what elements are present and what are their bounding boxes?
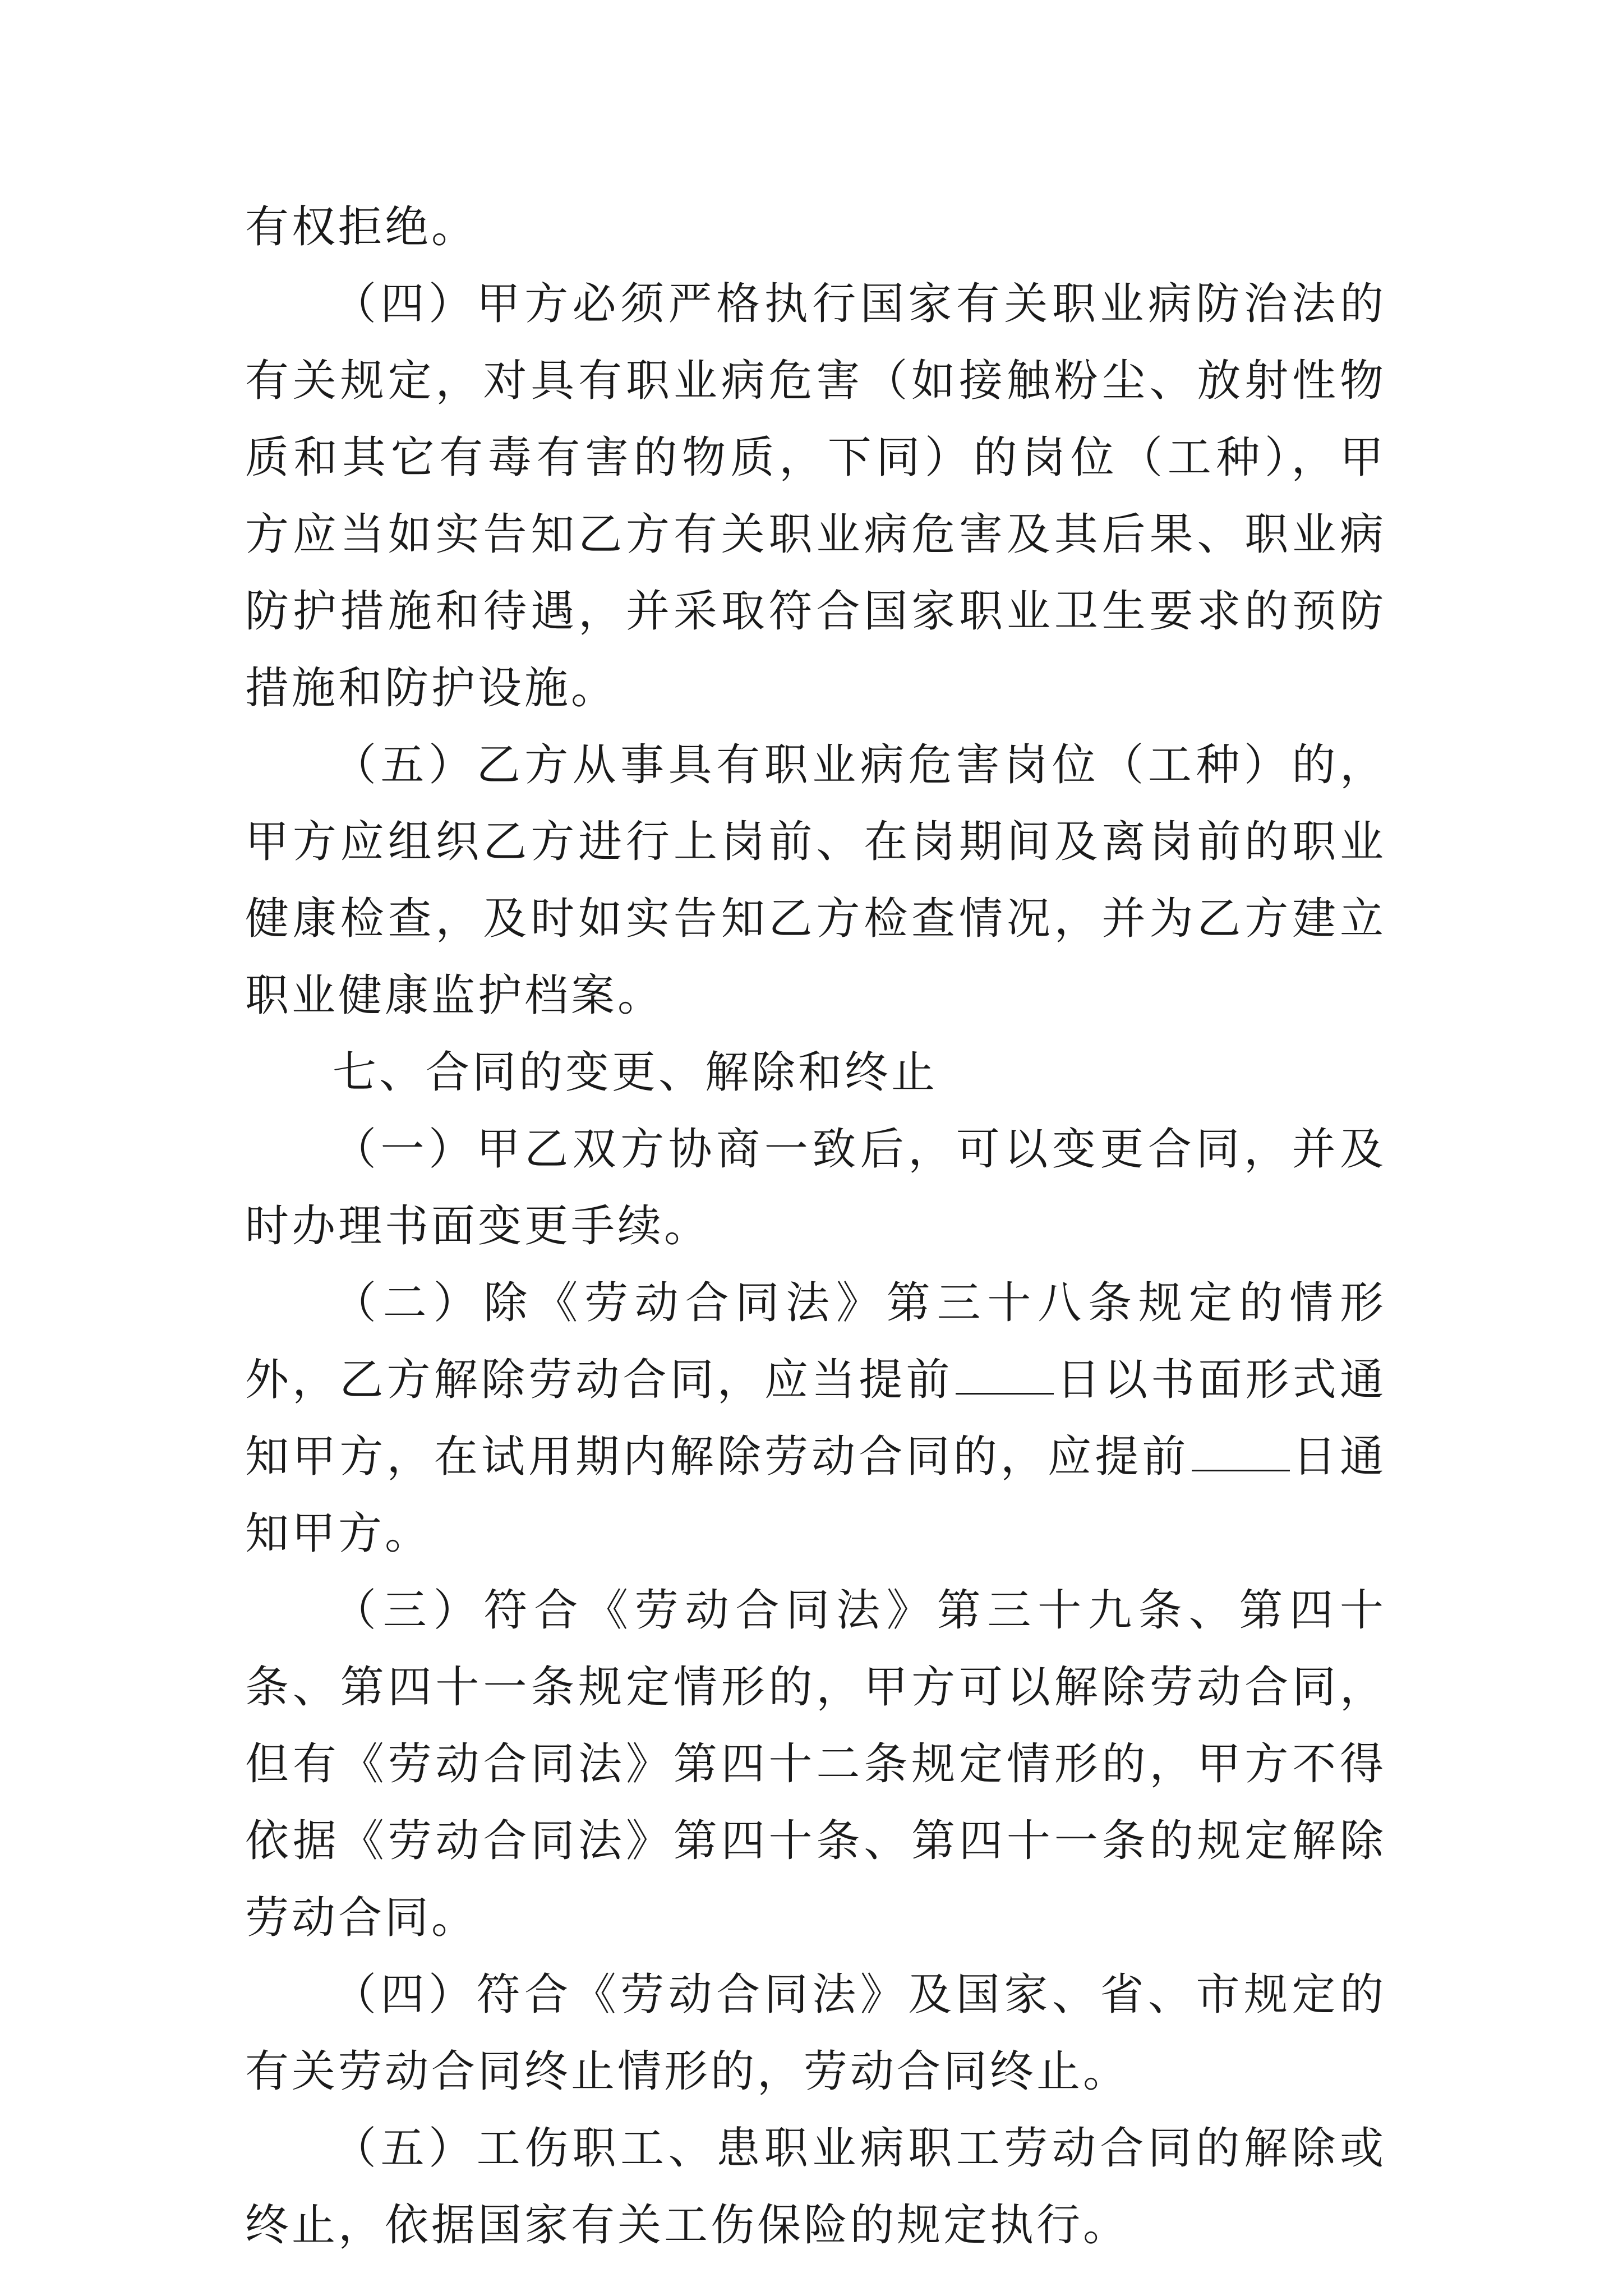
probation-notice-days-blank <box>1192 1430 1290 1471</box>
paragraph-change-clause-4: （四）符合《劳动合同法》及国家、省、市规定的有关劳动合同终止情形的，劳动合同终止。 <box>245 1970 1386 2097</box>
clause-2-text-c: 日通知甲方。 <box>245 1432 1386 1559</box>
notice-days-blank <box>956 1354 1054 1395</box>
clause-2-text-a: （二）除《劳动合同法》第三十八条规定的情形外，乙方解除劳动合同，应当提前 <box>245 1278 1386 1405</box>
paragraph-clause-4: （四）甲方必须严格执行国家有关职业病防治法的有关规定，对具有职业病危害（如接触粉尘、放射性物质和其它有毒有害的物质，下同）的岗位（工种），甲方应当如实告知乙方有关职业病危害及其后果、职业病防护措施和待遇，并采取符合国家职业卫生要求的预防措施和防护设施。 <box>245 279 1386 714</box>
paragraph-clause-5: （五）乙方从事具有职业病危害岗位（工种）的，甲方应组织乙方进行上岗前、在岗期间及离岗前的职业健康检查，及时如实告知乙方检查情况，并为乙方建立职业健康监护档案。 <box>245 740 1386 1021</box>
paragraph-change-clause-1: （一）甲乙双方协商一致后，可以变更合同，并及时办理书面变更手续。 <box>245 1124 1386 1251</box>
section-heading: 七、合同的变更、解除和终止 <box>333 1047 938 1098</box>
paragraph-change-clause-5: （五）工伤职工、患职业病职工劳动合同的解除或终止，依据国家有关工伤保险的规定执行。 <box>245 2123 1386 2251</box>
paragraph-change-clause-2 <box>245 1265 1386 1572</box>
paragraph-change-clause-3: （三）符合《劳动合同法》第三十九条、第四十条、第四十一条规定情形的，甲方可以解除劳动合同，但有《劳动合同法》第四十二条规定情形的，甲方不得依据《劳动合同法》第四十条、第四十一条的规定解除劳动合同。 <box>245 1585 1386 1943</box>
clause-2-text-b: 日以书面形式通知甲方，在试用期内解除劳动合同的，应提前 <box>245 1355 1386 1482</box>
document-body <box>245 189 1386 2264</box>
paragraph-continuation: 有权拒绝。 <box>245 202 478 252</box>
